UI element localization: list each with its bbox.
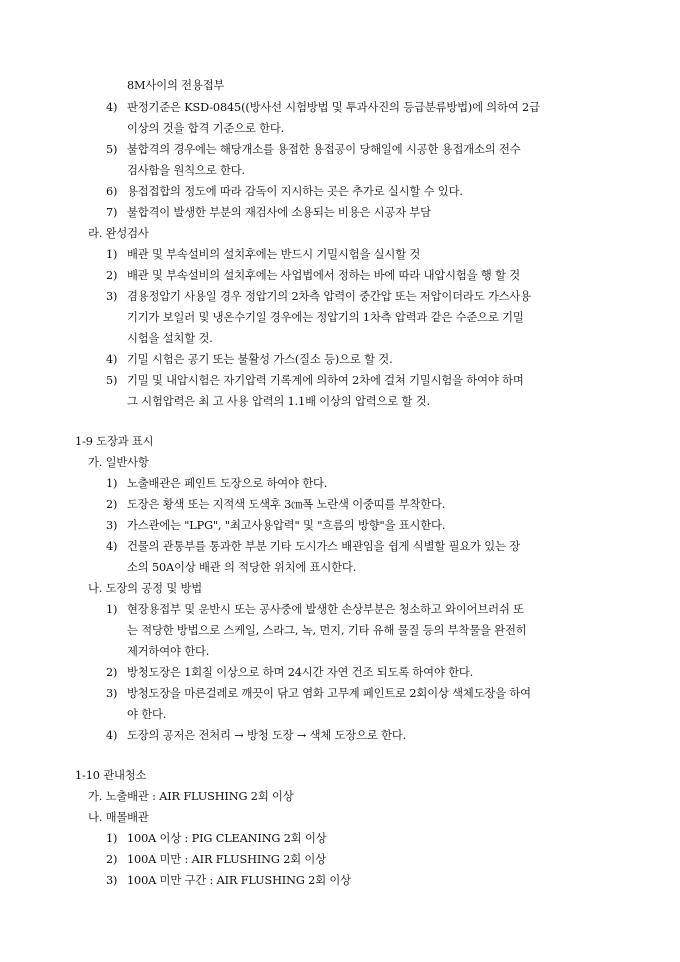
- item-number: 4): [106, 729, 118, 742]
- item-text: 건물의 관통부를 통과한 부분 기타 도시가스 배관임을 쉽게 식별할 필요가 있는 장: [127, 540, 521, 553]
- item-text: 방청도장을 마른걸레로 깨끗이 닦고 염화 고무계 페인트로 2회이상 색체도장을 하여: [127, 687, 531, 700]
- item-number: 1): [106, 248, 118, 261]
- item-number: 5): [106, 374, 118, 387]
- item-text: 기밀 시험은 공기 또는 불활성 가스(질소 등)으로 할 것.: [127, 353, 393, 366]
- item-text: 도장의 공저은 전처리 → 방청 도장 → 색체 도장으로 한다.: [127, 729, 407, 742]
- item-text: 100A 이상 : PIG CLEANING 2회 이상: [127, 832, 327, 845]
- item-text: 100A 미만 : AIR FLUSHING 2회 이상: [127, 853, 326, 866]
- item-text: 불합격의 경우에는 해당개소를 용접한 용접공이 당해일에 시공한 용접개소의 전수: [127, 143, 521, 156]
- continued-line: 8M사이의 전용접부: [127, 79, 225, 92]
- item-text: 현장용접부 및 운반시 또는 공사중에 발생한 손상부분은 청소하고 와이어브러쉬 또: [127, 603, 524, 616]
- item-number: 3): [106, 687, 118, 700]
- item-number: 3): [106, 874, 118, 887]
- item-text: 이상의 것을 합격 기준으로 한다.: [127, 122, 285, 135]
- item-text: 검사함을 원칙으로 한다.: [127, 164, 245, 177]
- item-number: 5): [106, 143, 118, 156]
- item-text: 소의 50A이상 배관 의 적당한 위치에 표시한다.: [127, 561, 357, 574]
- section-heading: 1-10 관내청소: [75, 769, 147, 782]
- item-text: 방청도장은 1회칠 이상으로 하며 24시간 자연 건조 되도록 하여야 한다.: [127, 666, 474, 679]
- item-number: 2): [106, 666, 118, 679]
- item-text: 시험을 설치할 것.: [127, 332, 213, 345]
- item-text: 그 시험압력은 최 고 사용 압력의 1.1배 이상의 압력으로 할 것.: [127, 395, 430, 408]
- subsection-title: 라. 완성검사: [88, 227, 149, 240]
- subsection-title: 나. 매몰배관: [88, 811, 149, 824]
- item-text: 기밀 및 내압시험은 자기압력 기록계에 의하여 2차에 걸쳐 기밀시험을 하여야 하며: [127, 374, 524, 387]
- item-text: 배관 및 부속설비의 설치후에는 반드시 기밀시험을 실시할 것: [127, 248, 421, 261]
- item-number: 2): [106, 269, 118, 282]
- subsection-title: 나. 도장의 공정 및 방법: [88, 582, 203, 595]
- item-text: 는 적당한 방법으로 스케일, 스라그, 녹, 먼지, 기타 유해 물질 등의 부착물을 완전히: [127, 624, 527, 637]
- subsection-title: 가. 노출배관 : AIR FLUSHING 2회 이상: [88, 790, 294, 803]
- item-text: 가스관에는 "LPG", "최고사용압력" 및 "흐름의 방향"을 표시한다.: [127, 519, 446, 532]
- item-text: 제거하여야 한다.: [127, 645, 210, 658]
- item-text: 불합격이 발생한 부분의 재검사에 소용되는 비용은 시공자 부담: [127, 206, 431, 219]
- item-number: 2): [106, 853, 118, 866]
- item-text: 도장은 황색 또는 지적색 도색후 3㎝폭 노란색 이중띠를 부착한다.: [127, 498, 446, 511]
- item-number: 1): [106, 832, 118, 845]
- item-number: 2): [106, 498, 118, 511]
- section-heading: 1-9 도장과 표시: [75, 435, 154, 448]
- item-text: 배관 및 부속설비의 설치후에는 사업법에서 정하는 바에 따라 내압시험을 행 할 것: [127, 269, 521, 282]
- item-text: 야 한다.: [127, 708, 167, 721]
- item-number: 6): [106, 185, 118, 198]
- item-number: 4): [106, 353, 118, 366]
- item-text: 노출배관은 페인트 도장으로 하여야 한다.: [127, 477, 328, 490]
- item-number: 4): [106, 101, 118, 114]
- item-number: 7): [106, 206, 118, 219]
- item-number: 3): [106, 290, 118, 303]
- subsection-title: 가. 일반사항: [88, 456, 149, 469]
- item-text: 겸용정압기 사용일 경우 정압기의 2차측 압력이 중간압 또는 저압이더라도 가스사용: [127, 290, 531, 303]
- item-text: 100A 미만 구간 : AIR FLUSHING 2회 이상: [127, 874, 351, 887]
- item-text: 기기가 보일러 및 냉온수기일 경우에는 정압기의 1차측 압력과 같은 수준으로 기밀: [127, 311, 524, 324]
- item-number: 3): [106, 519, 118, 532]
- item-number: 1): [106, 603, 118, 616]
- item-number: 1): [106, 477, 118, 490]
- item-text: 판정기준은 KSD-0845((방사선 시험방법 및 투과사진의 등급분류방법)에 의하여 2급: [127, 101, 540, 114]
- item-number: 4): [106, 540, 118, 553]
- item-text: 용접접합의 정도에 따라 감독이 지시하는 곳은 추가로 실시할 수 있다.: [127, 185, 463, 198]
